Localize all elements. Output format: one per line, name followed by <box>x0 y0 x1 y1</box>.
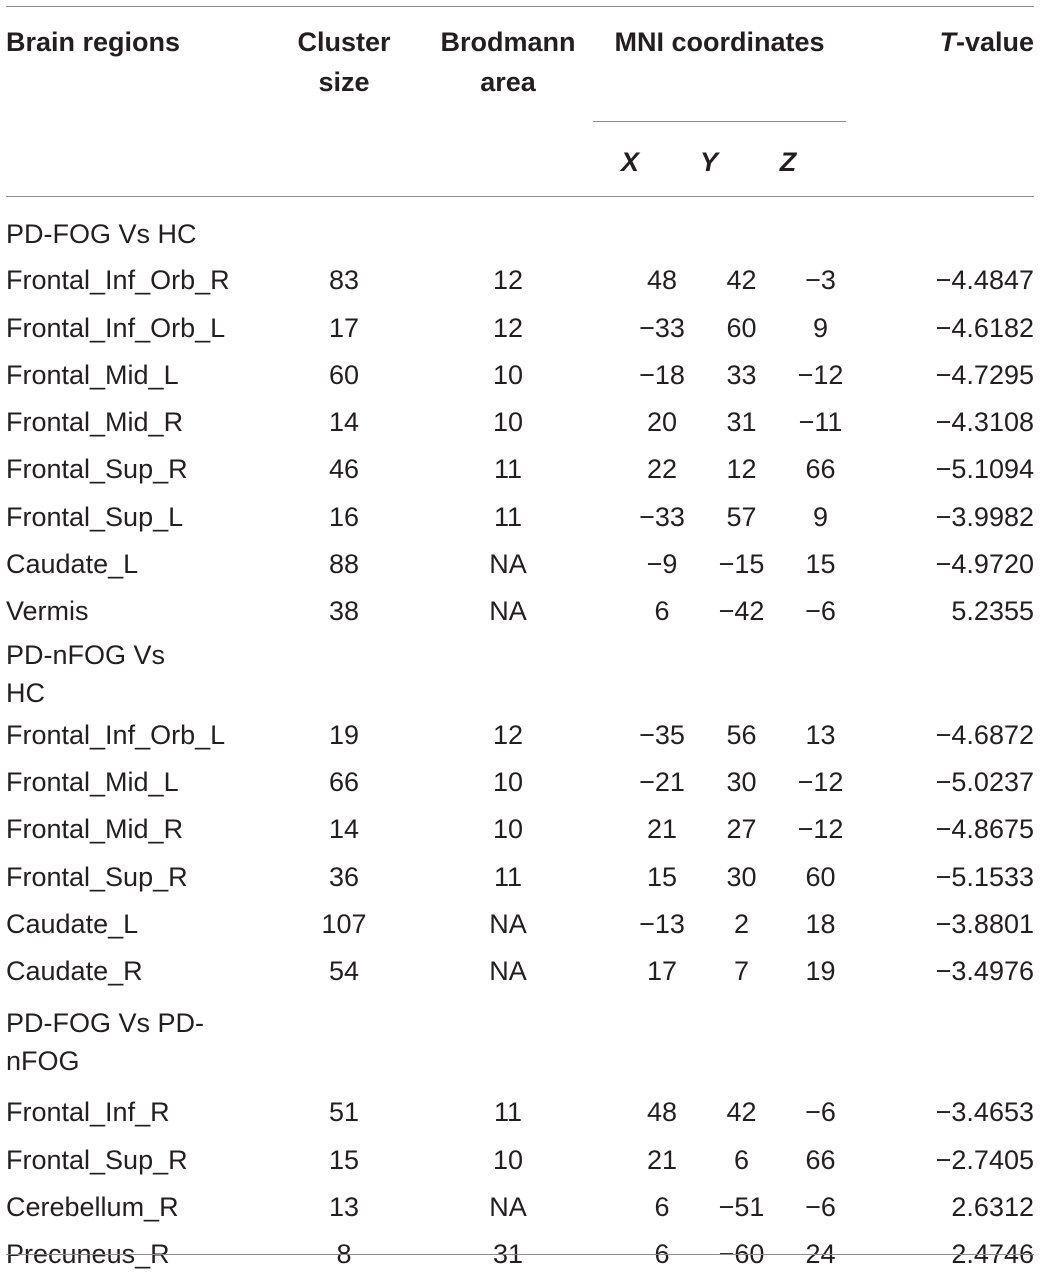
cell-brodmann-area: 10 <box>492 766 524 797</box>
cell-mni-y: 6 <box>733 1144 750 1175</box>
cell-t-value: −4.6182 <box>935 312 1034 343</box>
cell-brodmann-area: NA <box>489 956 527 987</box>
cell-cluster-size: 51 <box>328 1097 360 1128</box>
header-y <box>669 142 749 182</box>
cell-brodmann-area: 10 <box>492 359 524 390</box>
header-cluster-size-line2: size <box>318 67 370 97</box>
table-row <box>6 1184 1034 1231</box>
results-table-body <box>6 210 1034 1279</box>
section-header-row <box>6 995 1034 1089</box>
cell-region: Vermis <box>6 596 89 627</box>
cell-region: Caudate_L <box>6 549 139 580</box>
section-header-row <box>6 210 1034 257</box>
cell-region: Caudate_R <box>6 956 143 987</box>
cell-mni-z: 24 <box>805 1239 836 1270</box>
cell-mni-y: 33 <box>726 359 757 390</box>
cell-cluster-size: 14 <box>328 407 360 438</box>
cell-cluster-size: 83 <box>328 265 360 296</box>
cell-region: Frontal_Sup_L <box>6 501 184 532</box>
cell-mni-x: 21 <box>646 814 678 845</box>
cell-mni-z: −6 <box>805 1097 836 1128</box>
cell-mni-y: 56 <box>726 719 757 750</box>
cell-mni-x: −33 <box>639 312 685 343</box>
cell-region: Frontal_Mid_R <box>6 407 184 438</box>
table-bottom-rule <box>6 1254 1034 1255</box>
cell-mni-y: 60 <box>726 312 757 343</box>
table-row <box>6 1089 1034 1136</box>
cell-mni-z: −12 <box>797 814 844 845</box>
cell-region: Frontal_Mid_L <box>6 359 179 390</box>
cell-t-value: −3.8801 <box>935 908 1034 939</box>
table-row <box>6 901 1034 948</box>
cell-brodmann-area: 11 <box>493 454 523 485</box>
cell-t-value: −3.4653 <box>935 1097 1034 1128</box>
cell-mni-z: 66 <box>805 454 836 485</box>
cell-t-value: −3.9982 <box>935 501 1034 532</box>
cell-mni-z: 9 <box>812 501 829 532</box>
cell-region: Frontal_Sup_R <box>6 454 188 485</box>
cell-mni-y: −42 <box>718 596 765 627</box>
header-t-value <box>939 22 1034 62</box>
cell-mni-x: −9 <box>646 549 678 580</box>
cell-mni-x: 6 <box>654 1192 670 1223</box>
cell-mni-y: −60 <box>718 1239 765 1270</box>
cell-brodmann-area: 10 <box>492 407 524 438</box>
header-t-rest: -value <box>955 27 1034 57</box>
cell-region: Frontal_Inf_Orb_R <box>6 265 230 296</box>
cell-mni-x: 20 <box>646 407 678 438</box>
cell-region: Precuneus_R <box>6 1239 170 1270</box>
cell-region: Frontal_Inf_R <box>6 1097 170 1128</box>
cell-cluster-size: 36 <box>328 861 360 892</box>
cell-mni-z: 15 <box>805 549 836 580</box>
table-row <box>6 305 1034 352</box>
cell-mni-y: 42 <box>726 265 757 296</box>
header-x-label: X <box>620 147 639 177</box>
header-mni-coordinates: MNI coordinates <box>614 27 825 57</box>
cell-mni-x: −35 <box>639 719 685 750</box>
cell-brodmann-area: 31 <box>492 1239 524 1270</box>
cell-t-value: −3.4976 <box>935 956 1034 987</box>
header-x <box>590 142 670 182</box>
section-title: PD-nFOG Vs HC <box>6 639 166 708</box>
header-t-italic: T <box>939 27 956 57</box>
cell-t-value: −4.7295 <box>935 359 1034 390</box>
cell-mni-z: 19 <box>805 956 836 987</box>
cell-brodmann-area: NA <box>489 908 527 939</box>
cell-brodmann-area: NA <box>489 549 527 580</box>
cell-cluster-size: 13 <box>328 1192 360 1223</box>
cell-mni-y: 7 <box>733 956 750 987</box>
cell-mni-z: −6 <box>805 596 836 627</box>
table-row <box>6 854 1034 901</box>
cell-mni-x: 21 <box>646 1144 678 1175</box>
results-table <box>6 210 1034 1279</box>
header-cluster-size <box>289 22 399 102</box>
cell-t-value: −5.0237 <box>935 766 1034 797</box>
cell-mni-x: −21 <box>639 766 685 797</box>
cell-region: Caudate_L <box>6 908 139 939</box>
table-row <box>6 1137 1034 1184</box>
table-row <box>6 399 1034 446</box>
cell-t-value: −4.3108 <box>935 407 1034 438</box>
header-y-label: Y <box>699 147 718 177</box>
mni-header-rule <box>593 121 846 122</box>
cell-mni-y: −51 <box>718 1192 765 1223</box>
cell-cluster-size: 14 <box>328 814 360 845</box>
table-row <box>6 446 1034 493</box>
cell-t-value: −4.9720 <box>935 549 1034 580</box>
header-brodmann-line1: Brodmann <box>440 27 576 57</box>
cell-cluster-size: 8 <box>336 1239 352 1270</box>
cell-mni-x: 6 <box>654 596 670 627</box>
cell-mni-y: 2 <box>733 908 750 939</box>
cell-cluster-size: 88 <box>328 549 360 580</box>
cell-region: Frontal_Inf_Orb_L <box>6 312 226 343</box>
cell-brodmann-area: 11 <box>493 861 523 892</box>
cell-mni-y: 12 <box>726 454 757 485</box>
cell-t-value: −5.1533 <box>935 861 1034 892</box>
cell-mni-z: 13 <box>805 719 836 750</box>
cell-brodmann-area: NA <box>489 596 527 627</box>
cell-cluster-size: 60 <box>328 359 360 390</box>
cell-region: Frontal_Sup_R <box>6 861 188 892</box>
cell-region: Frontal_Mid_L <box>6 766 179 797</box>
cell-cluster-size: 38 <box>328 596 360 627</box>
cell-brodmann-area: 12 <box>492 719 524 750</box>
cell-mni-x: 48 <box>646 1097 678 1128</box>
cell-cluster-size: 54 <box>328 956 360 987</box>
cell-mni-x: −13 <box>639 908 685 939</box>
cell-mni-z: 66 <box>805 1144 836 1175</box>
cell-t-value: −5.1094 <box>935 454 1034 485</box>
cell-mni-x: 15 <box>646 861 678 892</box>
cell-mni-x: 17 <box>646 956 678 987</box>
cell-mni-z: −12 <box>797 359 844 390</box>
cell-region: Frontal_Sup_R <box>6 1144 188 1175</box>
table-row <box>6 948 1034 995</box>
table-row <box>6 257 1034 304</box>
cell-mni-y: −15 <box>718 549 765 580</box>
cell-cluster-size: 46 <box>328 454 360 485</box>
cell-t-value: −4.4847 <box>935 265 1034 296</box>
section-title-cell <box>6 995 1034 1089</box>
cell-t-value: −4.6872 <box>935 719 1034 750</box>
cell-brodmann-area: 12 <box>492 312 524 343</box>
cell-mni-z: 9 <box>812 312 829 343</box>
header-brodmann-line2: area <box>480 67 536 97</box>
cell-brodmann-area: 11 <box>493 501 523 532</box>
cell-cluster-size: 19 <box>328 719 360 750</box>
header-bottom-rule <box>6 196 1034 197</box>
table-row <box>6 494 1034 541</box>
cell-brodmann-area: 11 <box>493 1097 523 1128</box>
cell-mni-y: 42 <box>726 1097 757 1128</box>
section-title-cell <box>6 210 1034 257</box>
cell-cluster-size: 16 <box>328 501 360 532</box>
cell-mni-z: −6 <box>805 1192 836 1223</box>
table-row <box>6 588 1034 635</box>
cell-mni-y: 27 <box>726 814 757 845</box>
table-row <box>6 712 1034 759</box>
cell-mni-x: 48 <box>646 265 678 296</box>
cell-mni-z: 60 <box>805 861 836 892</box>
table-top-rule <box>6 6 1034 7</box>
header-z <box>748 142 828 182</box>
table-row <box>6 759 1034 806</box>
header-z-label: Z <box>779 147 797 177</box>
cell-brodmann-area: 10 <box>492 1144 524 1175</box>
cell-mni-y: 30 <box>726 766 757 797</box>
cell-t-value: 5.2355 <box>951 596 1034 627</box>
cell-mni-z: −11 <box>798 407 843 438</box>
cell-mni-z: 18 <box>805 908 836 939</box>
cell-cluster-size: 107 <box>321 908 367 939</box>
cell-mni-x: 6 <box>654 1239 670 1270</box>
table-row <box>6 352 1034 399</box>
cell-brodmann-area: 12 <box>492 265 524 296</box>
section-title: PD-FOG Vs PD-nFOG <box>6 1008 205 1077</box>
header-brodmann-area <box>433 22 583 102</box>
cell-brodmann-area: 10 <box>492 814 524 845</box>
cell-mni-x: −33 <box>639 501 685 532</box>
cell-mni-y: 30 <box>726 861 757 892</box>
cell-mni-z: −3 <box>805 265 836 296</box>
header-brain-regions: Brain regions <box>6 27 181 57</box>
section-title-cell <box>6 636 1034 712</box>
table-row <box>6 806 1034 853</box>
cell-t-value: −4.8675 <box>935 814 1034 845</box>
cell-t-value: 2.6312 <box>951 1192 1034 1223</box>
cell-region: Frontal_Inf_Orb_L <box>6 719 226 750</box>
cell-mni-y: 31 <box>726 407 757 438</box>
cell-mni-z: −12 <box>797 766 844 797</box>
cell-t-value: −2.7405 <box>935 1144 1034 1175</box>
cell-brodmann-area: NA <box>489 1192 527 1223</box>
cell-region: Frontal_Mid_R <box>6 814 184 845</box>
cell-mni-x: 22 <box>646 454 678 485</box>
cell-cluster-size: 17 <box>328 312 360 343</box>
cell-cluster-size: 15 <box>328 1144 360 1175</box>
cell-mni-x: −18 <box>639 359 685 390</box>
cell-cluster-size: 66 <box>328 766 360 797</box>
header-cluster-size-line1: Cluster <box>297 27 391 57</box>
cell-region: Cerebellum_R <box>6 1192 179 1223</box>
section-title: PD-FOG Vs HC <box>6 218 197 249</box>
cell-t-value: 2.4746 <box>951 1239 1034 1270</box>
section-header-row <box>6 636 1034 712</box>
table-row <box>6 541 1034 588</box>
cell-mni-y: 57 <box>726 501 757 532</box>
